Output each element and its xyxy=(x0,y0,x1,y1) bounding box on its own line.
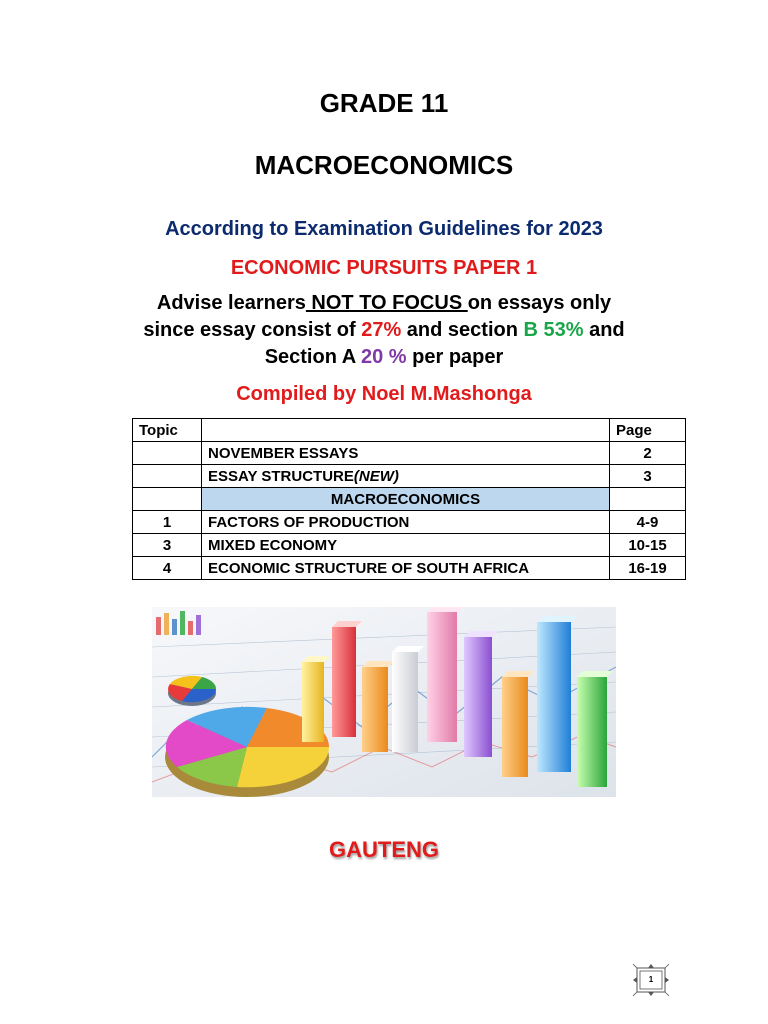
row-title-note: (NEW) xyxy=(353,467,399,485)
contents-table xyxy=(132,418,686,580)
row-topic xyxy=(133,442,202,465)
row-topic: 3 xyxy=(133,534,202,557)
row-page: 2 xyxy=(610,442,686,465)
row-page: 16-19 xyxy=(610,557,686,580)
advice-line-3: Section A 20 % per paper xyxy=(264,346,504,368)
page-number: 1 xyxy=(648,975,654,984)
compiled-by: Compiled by Noel M.Mashonga xyxy=(236,383,532,405)
row-title: NOVEMBER ESSAYS xyxy=(202,442,610,465)
row-topic xyxy=(133,488,202,511)
row-page: 10-15 xyxy=(610,534,686,557)
essay-percentage: 27% xyxy=(361,319,402,341)
paper-heading: ECONOMIC PURSUITS PAPER 1 xyxy=(230,257,538,279)
not-to-focus-emphasis: NOT TO FOCUS xyxy=(305,292,468,314)
table-row xyxy=(133,557,686,580)
section-heading-cell: MACROECONOMICS xyxy=(202,488,610,511)
table-row xyxy=(133,534,686,557)
row-topic: 1 xyxy=(133,511,202,534)
row-title: FACTORS OF PRODUCTION xyxy=(202,511,610,534)
charts-artwork xyxy=(152,607,616,797)
grade-title: GRADE 11 xyxy=(319,88,449,118)
advice-line-1: Advise learners NOT TO FOCUS on essays only xyxy=(156,292,612,314)
table-row xyxy=(133,442,686,465)
row-page: 4-9 xyxy=(610,511,686,534)
header-page: Page xyxy=(610,419,686,442)
row-page: 3 xyxy=(610,465,686,488)
table-row xyxy=(133,511,686,534)
section-b-percentage: B 53% xyxy=(523,319,584,341)
province-label: GAUTENG xyxy=(329,837,439,862)
header-title xyxy=(202,419,610,442)
subject-title: MACROECONOMICS xyxy=(254,150,514,180)
table-row xyxy=(133,488,686,511)
row-topic: 4 xyxy=(133,557,202,580)
table-header-row xyxy=(133,419,686,442)
advice-paragraph xyxy=(0,290,768,371)
table-row xyxy=(133,465,686,488)
advice-line-2: since essay consist of 27% and section B 53% and xyxy=(143,319,625,341)
header-topic: Topic xyxy=(133,419,202,442)
row-title: ECONOMIC STRUCTURE OF SOUTH AFRICA xyxy=(202,557,610,580)
row-title: ESSAY STRUCTURE(NEW) xyxy=(202,465,610,488)
row-page xyxy=(610,488,686,511)
3d-charts-illustration xyxy=(152,607,616,797)
page-number-badge xyxy=(631,963,671,997)
row-title: MIXED ECONOMY xyxy=(202,534,610,557)
row-topic xyxy=(133,465,202,488)
guidelines-heading: According to Examination Guidelines for 2023 xyxy=(165,218,603,240)
section-a-percentage: 20 % xyxy=(361,346,407,368)
